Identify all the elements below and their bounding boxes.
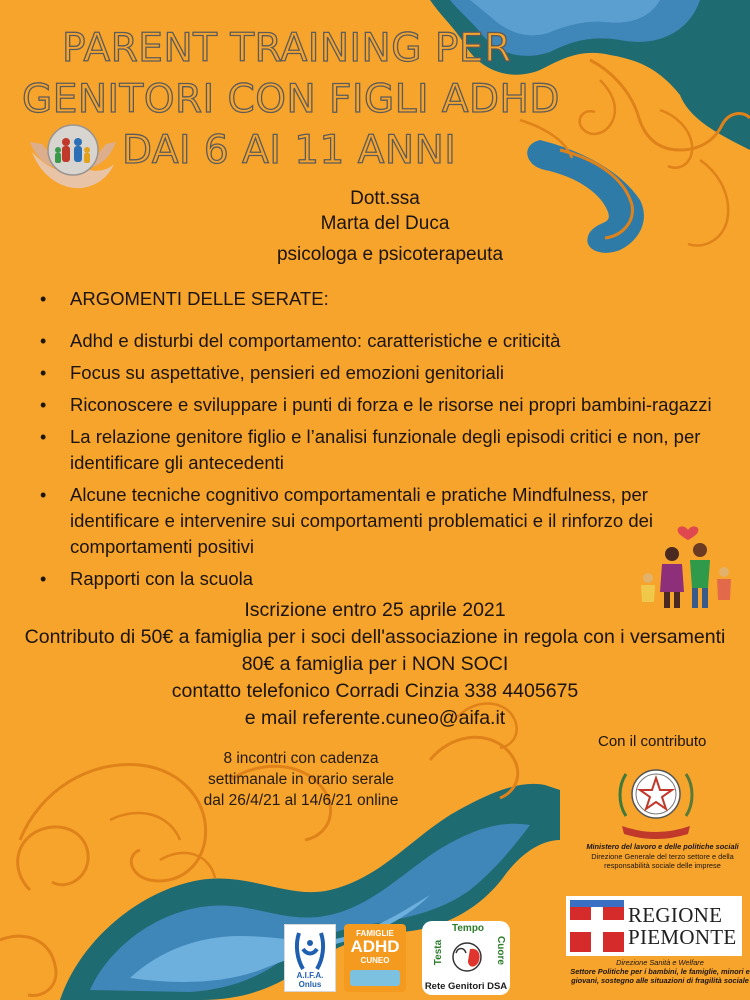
topic-item: • Alcune tecniche cognitivo comportamentali e pratiche Mindfulness, per identificare e intervenire sui comportamenti problematici e il rinforzo dei comportamenti positivi [40, 482, 720, 560]
regione-line-2: PIEMONTE [628, 925, 737, 949]
adhd-logo-line-2: ADHD [350, 937, 400, 956]
poster-title-line-3: DAI 6 AI 11 ANNI [122, 128, 457, 173]
rete-word-testa: Testa [433, 939, 445, 966]
regione-department-credit [570, 958, 750, 985]
hands-family-icon [30, 112, 116, 194]
topic-item: • Rapporti con la scuola [40, 566, 720, 592]
aifa-logo [284, 924, 336, 992]
topic-item: • La relazione genitore figlio e l’analisi funzionale degli episodi critici e non, per identificare gli antecedenti [40, 424, 720, 476]
topics-list [40, 286, 720, 598]
adhd-logo-band [350, 970, 400, 986]
aifa-label: A.I.F.A. Onlus [296, 971, 324, 989]
rete-name: Rete Genitori DSA [424, 981, 508, 992]
topic-item: • Adhd e disturbi del comportamento: caratteristiche e criticità [40, 328, 720, 354]
rete-word-tempo: Tempo [452, 923, 485, 934]
poster-title-line-2: GENITORI CON FIGLI ADHD [22, 77, 560, 122]
italian-republic-emblem [612, 756, 700, 842]
email-contact: e mail referente.cuneo@aifa.it [244, 707, 506, 729]
rete-hands-icon [444, 937, 490, 977]
aifa-figures-icon [285, 925, 335, 977]
speaker-role: psicologa e psicoterapeuta [276, 244, 504, 265]
adhd-logo-line-3: CUNEO [360, 956, 390, 965]
regione-sector: Settore Politiche per i bambini, le famiglie, minori e giovani, sostegno alle situazioni di fragilità sociale [570, 967, 750, 985]
topics-heading: • ARGOMENTI DELLE SERATE: [40, 286, 720, 312]
registration-info [0, 597, 750, 732]
ministry-department: Direzione Generale del terzo settore e della responsabilità sociale delle imprese [591, 851, 734, 870]
topic-item: • Focus su aspettative, pensieri ed emozioni genitoriali [40, 360, 720, 386]
schedule-note: 8 incontri con cadenza settimanale in orario serale dal 26/4/21 al 14/6/21 online [203, 750, 399, 809]
ministry-credit [575, 842, 750, 871]
adhd-logo-line-1: FAMIGLIE [356, 929, 394, 938]
rete-word-cuore: Cuore [494, 936, 506, 965]
phone-contact: contatto telefonico Corradi Cinzia 338 4405675 [171, 680, 579, 702]
regione-department: Direzione Sanità e Welfare [616, 958, 704, 967]
registration-deadline: Iscrizione entro 25 aprile 2021 [244, 599, 506, 621]
fee-members: Contributo di 50€ a famiglia per i soci dell'associazione in regola con i versamenti [24, 626, 726, 648]
contribution-label: Con il contributo [598, 733, 707, 750]
poster-title-line-1: PARENT TRAINING PER [62, 26, 512, 71]
regione-name [628, 904, 737, 948]
speaker-name: Marta del Duca [320, 213, 450, 234]
famiglie-adhd-cuneo-logo [344, 924, 406, 992]
topic-item: • Riconoscere e sviluppare i punti di forza e le risorse nei propri bambini-ragazzi [40, 392, 720, 418]
regione-line-1: REGIONE [628, 903, 723, 927]
piemonte-flag-icon [570, 900, 624, 952]
rete-genitori-dsa-logo [422, 921, 510, 995]
regione-piemonte-logo [566, 896, 742, 956]
fee-non-members: 80€ a famiglia per i NON SOCI [241, 653, 509, 675]
speaker-title: Dott.ssa [350, 188, 420, 209]
ministry-name: Ministero del lavoro e delle politiche sociali [586, 842, 739, 851]
